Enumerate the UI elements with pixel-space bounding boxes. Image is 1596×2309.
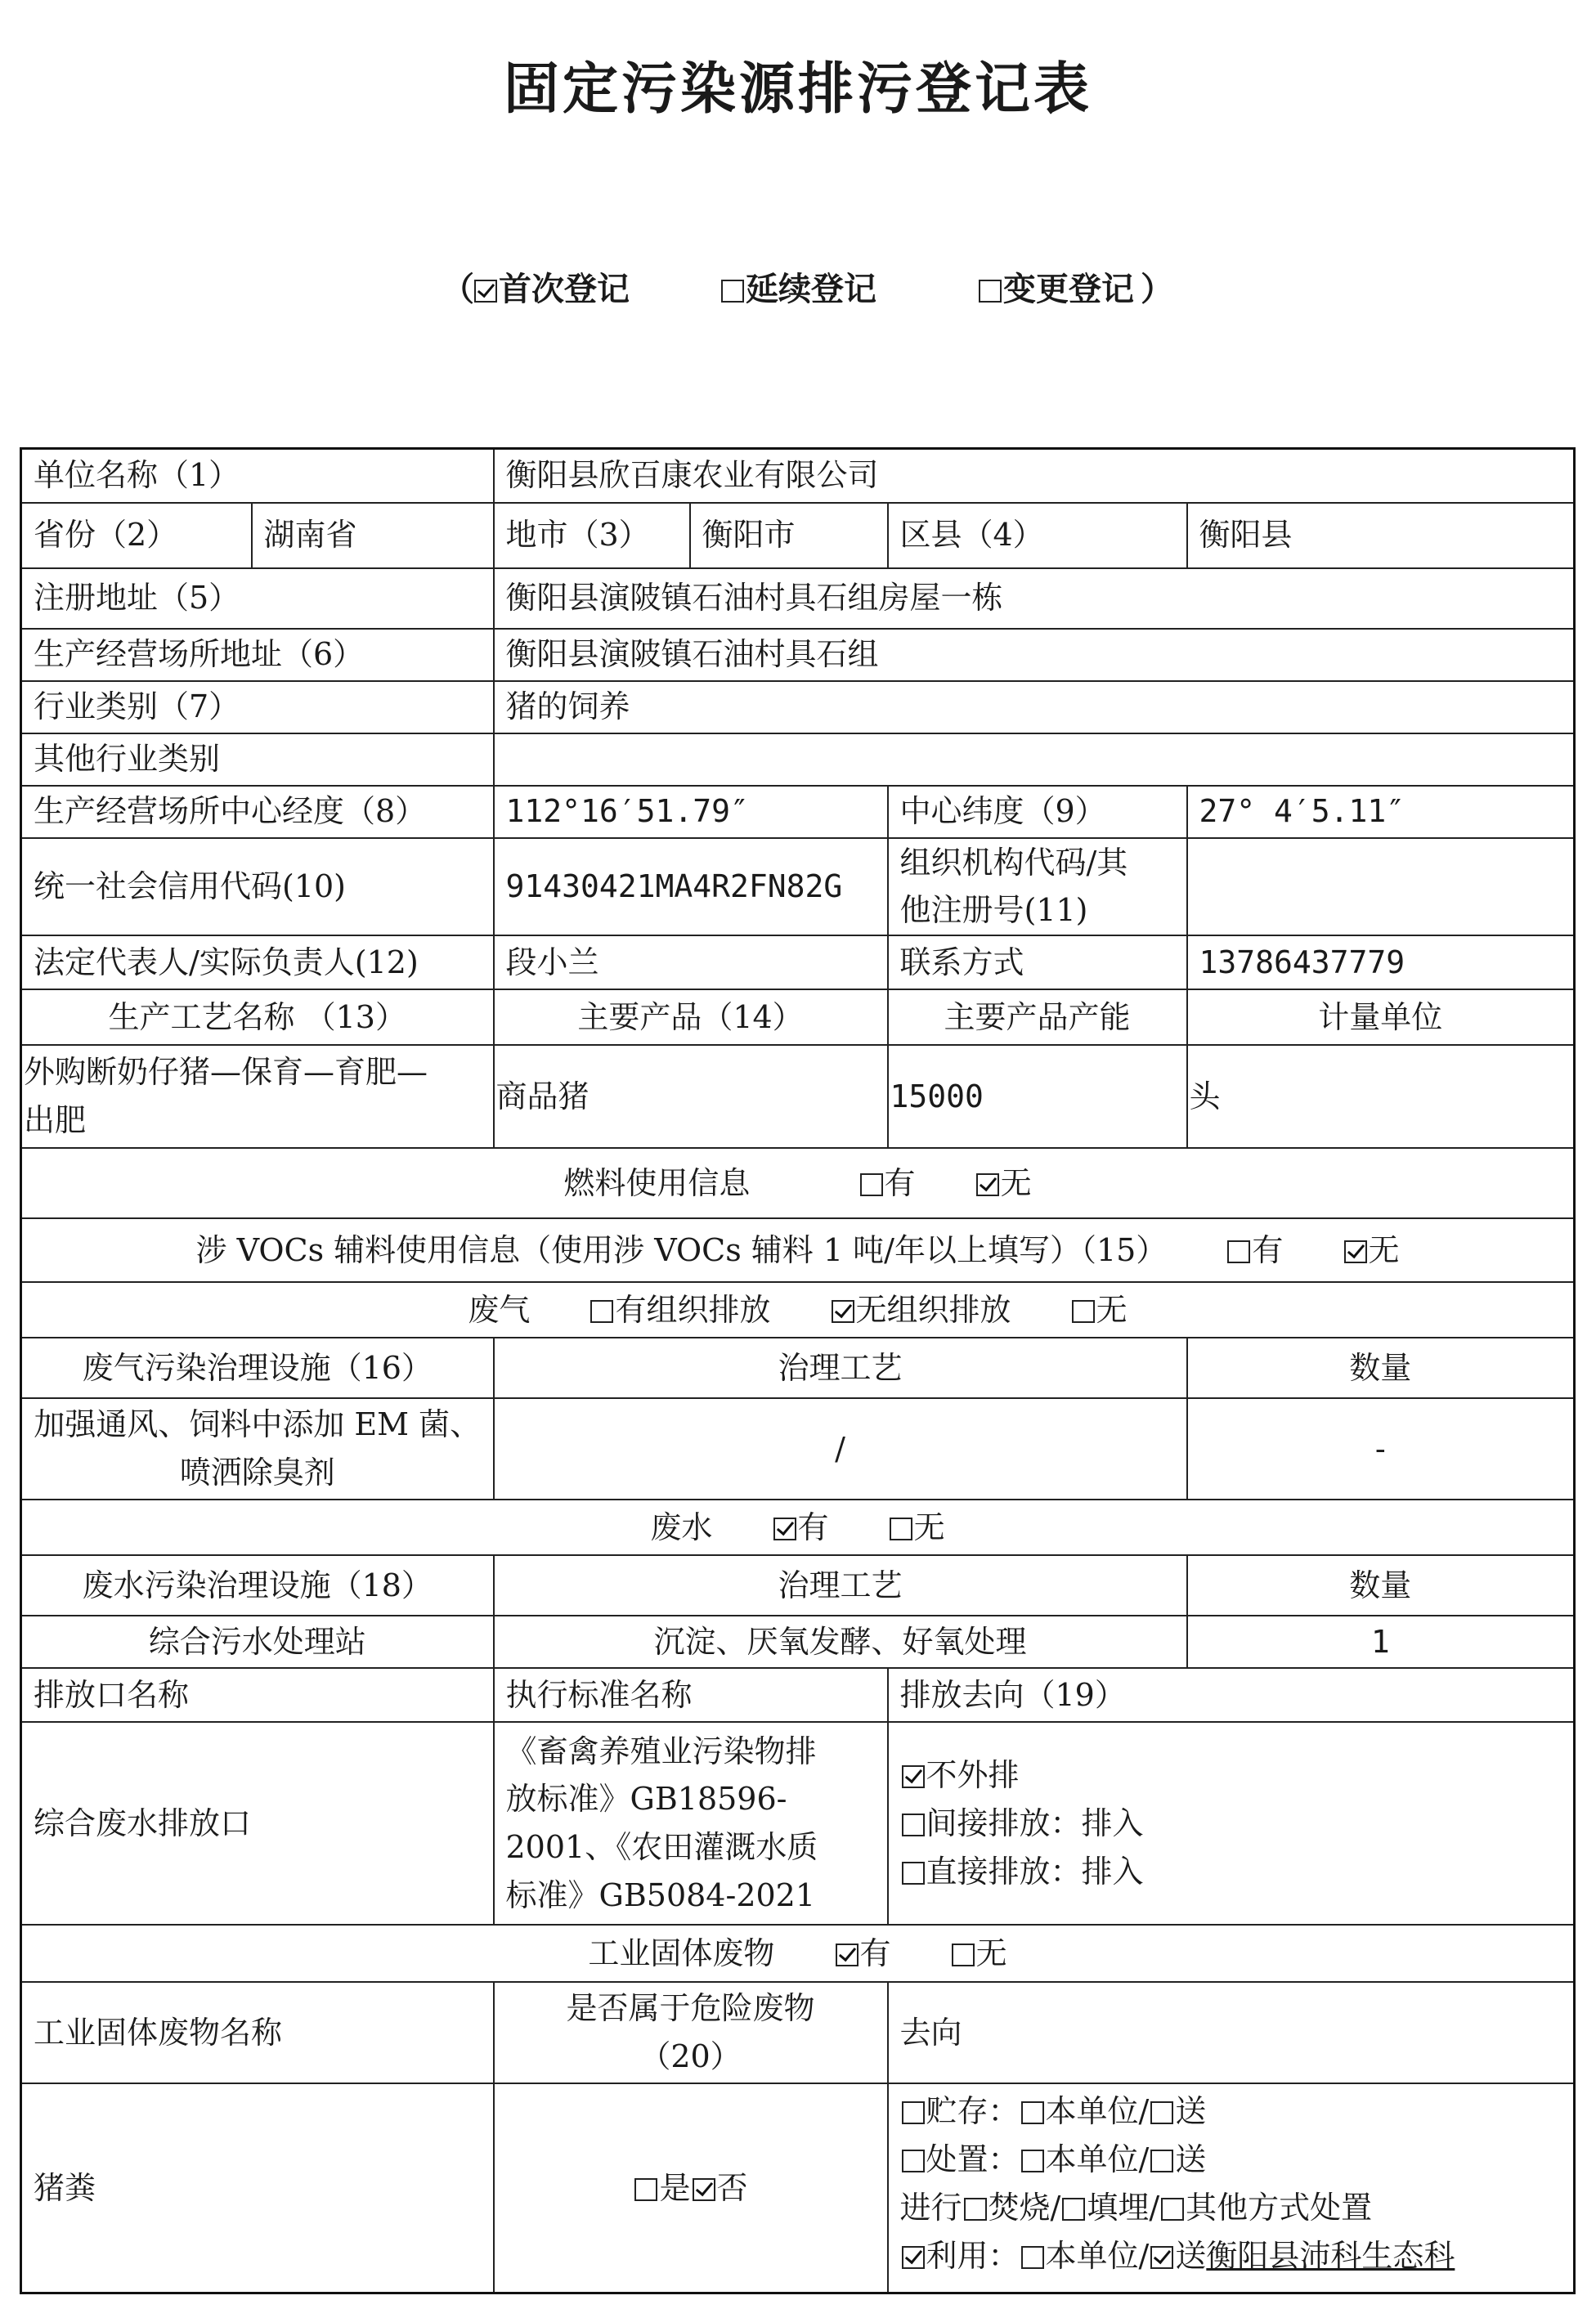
representative-value: 段小兰 (494, 935, 888, 989)
city-label: 地市（3） (494, 503, 690, 568)
use-self-label: 本单位/ (1045, 2237, 1150, 2274)
checkbox-icon[interactable] (1021, 2101, 1044, 2124)
gas-process-header: 治理工艺 (494, 1338, 1187, 1398)
checkbox-icon[interactable] (590, 1300, 613, 1323)
province-label: 省份（2） (21, 503, 252, 568)
row-water (21, 1500, 1575, 1555)
reg-first-option[interactable] (473, 263, 630, 310)
row-water-facility (21, 1616, 1575, 1668)
checkbox-icon[interactable] (474, 280, 497, 303)
standard-line: 《畜禽养殖业污染物排 (505, 1733, 817, 1769)
water-yes-label: 有 (797, 1509, 829, 1545)
checkbox-icon[interactable] (902, 1862, 925, 1885)
fuel-yes-label: 有 (884, 1164, 916, 1201)
dest-disposal-line (900, 2136, 1562, 2184)
org-code-label (888, 838, 1187, 936)
water-facility-value: 综合污水处理站 (21, 1616, 494, 1668)
other-industry-label: 其他行业类别 (21, 733, 494, 786)
gas-none-label: 无 (1096, 1291, 1128, 1328)
vocs-no-label: 无 (1368, 1231, 1400, 1268)
row-credit-code (21, 838, 1575, 936)
checkbox-icon[interactable] (1021, 2150, 1044, 2172)
gas-unorganized-label: 无组织排放 (855, 1291, 1011, 1328)
standard-line: 2001、《农田灌溉水质 (505, 1829, 818, 1866)
disposal-send-label: 送 (1175, 2141, 1207, 2178)
reg-address-label: 注册地址（5） (21, 568, 494, 629)
county-label: 区县（4） (888, 503, 1187, 568)
dest-storage-line (900, 2087, 1562, 2136)
hazard-header-line2: （20） (639, 2038, 742, 2075)
row-production-header (21, 989, 1575, 1045)
latitude-value: 27° 4′5.11″ (1187, 786, 1575, 838)
gas-qty-value: - (1187, 1398, 1575, 1500)
reg-first-label: 首次登记 (499, 270, 630, 308)
outlet-value: 综合废水排放口 (21, 1722, 494, 1925)
hazard-no-label: 否 (716, 2169, 748, 2206)
reg-renew-option[interactable] (720, 263, 876, 310)
longitude-label: 生产经营场所中心经度（8） (21, 786, 494, 838)
checkbox-icon[interactable] (1161, 2198, 1184, 2221)
fuel-info (21, 1148, 1575, 1218)
disposal-self-label: 本单位/ (1045, 2141, 1150, 2178)
city-value: 衡阳市 (690, 503, 888, 568)
gas-facility-value (21, 1398, 494, 1500)
water-qty-header: 数量 (1187, 1555, 1575, 1616)
row-fuel (21, 1148, 1575, 1218)
direction-no-discharge[interactable] (900, 1751, 1562, 1800)
product-value: 商品猪 (494, 1045, 888, 1148)
storage-send-label: 送 (1175, 2093, 1207, 2130)
checkbox-icon[interactable] (1227, 1240, 1250, 1263)
water-facility-header: 废水污染治理设施（18） (21, 1555, 494, 1616)
use-label: 利用： (926, 2237, 1020, 2274)
checkbox-icon[interactable] (693, 2178, 715, 2201)
checkbox-icon[interactable] (1150, 2246, 1173, 2269)
hazard-value (494, 2083, 888, 2293)
checkbox-icon[interactable] (634, 2178, 657, 2201)
storage-label: 贮存： (926, 2093, 1020, 2130)
unit-header: 计量单位 (1187, 989, 1575, 1045)
checkbox-icon[interactable] (1072, 1300, 1095, 1323)
carry-label: 进行 (899, 2190, 962, 2226)
registration-form-table (20, 447, 1576, 2294)
org-code-value (1187, 838, 1575, 936)
process-value (21, 1045, 494, 1148)
direction-indirect[interactable] (900, 1800, 1562, 1848)
row-industry (21, 681, 1575, 733)
solid-no-label: 无 (975, 1935, 1007, 1971)
site-address-label: 生产经营场所地址（6） (21, 629, 494, 681)
use-target-value: 衡阳县沛科生态科 (1206, 2237, 1455, 2274)
form-title: 固定污染源排污登记表 (503, 56, 1092, 122)
solid-yes-label: 有 (859, 1935, 891, 1971)
standard-header: 执行标准名称 (494, 1668, 888, 1722)
checkbox-icon[interactable] (976, 1173, 999, 1196)
site-address-value: 衡阳县演陂镇石油村具石组 (494, 629, 1575, 681)
gas-facility-header: 废气污染治理设施（16） (21, 1338, 494, 1398)
direction-direct-label: 直接排放：排入 (926, 1853, 1144, 1890)
row-outlet (21, 1722, 1575, 1925)
county-value: 衡阳县 (1187, 503, 1575, 568)
process-line1: 外购断奶仔猪—保育—育肥— (24, 1054, 428, 1091)
reg-renew-label: 延续登记 (746, 270, 876, 308)
destination-header: 去向 (888, 1982, 1575, 2083)
row-reg-address (21, 568, 1575, 629)
industry-value: 猪的饲养 (494, 681, 1575, 733)
checkbox-icon[interactable] (1021, 2246, 1044, 2269)
checkbox-icon[interactable] (1150, 2101, 1173, 2124)
landfill-label: 填埋/ (1087, 2190, 1160, 2226)
gas-facility-line2: 喷洒除臭剂 (179, 1455, 335, 1491)
product-header: 主要产品（14） (494, 989, 888, 1045)
checkbox-icon[interactable] (1344, 1240, 1367, 1263)
direction-no-label: 不外排 (926, 1756, 1020, 1793)
contact-value: 13786437779 (1187, 935, 1575, 989)
checkbox-icon[interactable] (832, 1300, 854, 1323)
process-header: 生产工艺名称 （13） (21, 989, 494, 1045)
row-unit-name (21, 449, 1575, 503)
checkbox-icon[interactable] (902, 1765, 925, 1788)
checkbox-icon[interactable] (952, 1944, 975, 1966)
water-no-label: 无 (913, 1509, 945, 1545)
reg-close-paren: ） (1141, 270, 1173, 308)
capacity-value: 15000 (888, 1045, 1187, 1148)
fuel-no-label: 无 (1000, 1164, 1032, 1201)
row-solid-header (21, 1982, 1575, 2083)
storage-self-label: 本单位/ (1045, 2093, 1150, 2130)
hazard-header (494, 1982, 888, 2083)
row-coordinates (21, 786, 1575, 838)
checkbox-icon[interactable] (979, 280, 1002, 303)
gas-label: 废气 (468, 1291, 531, 1328)
credit-code-label: 统一社会信用代码(10) (21, 838, 494, 936)
solid-name-value: 猪粪 (21, 2083, 494, 2293)
water-info (21, 1500, 1575, 1555)
checkbox-icon[interactable] (836, 1944, 859, 1966)
checkbox-icon[interactable] (902, 2150, 925, 2172)
checkbox-icon[interactable] (1150, 2150, 1173, 2172)
row-water-header (21, 1555, 1575, 1616)
checkbox-icon[interactable] (902, 2246, 925, 2269)
reg-change-label: 变更登记 (1003, 270, 1134, 308)
capacity-header: 主要产品产能 (888, 989, 1187, 1045)
credit-code-value: 91430421MA4R2FN82G (494, 838, 888, 936)
checkbox-icon[interactable] (902, 1814, 925, 1836)
dest-method-line (900, 2184, 1562, 2232)
standard-value (494, 1722, 888, 1925)
row-vocs (21, 1218, 1575, 1282)
row-other-industry (21, 733, 1575, 786)
row-gas-facility (21, 1398, 1575, 1500)
direction-value (888, 1722, 1575, 1925)
gas-organized-label: 有组织排放 (615, 1291, 771, 1328)
row-site-address (21, 629, 1575, 681)
burn-label: 焚烧/ (988, 2190, 1061, 2226)
water-process-header: 治理工艺 (494, 1555, 1187, 1616)
checkbox-icon[interactable] (773, 1518, 796, 1540)
water-label: 废水 (650, 1509, 713, 1545)
unit-value: 头 (1187, 1045, 1575, 1148)
solid-name-header: 工业固体废物名称 (21, 1982, 494, 2083)
row-gas-header (21, 1338, 1575, 1398)
solid-info (21, 1925, 1575, 1982)
industry-label: 行业类别（7） (21, 681, 494, 733)
row-outlet-header (21, 1668, 1575, 1722)
contact-label: 联系方式 (888, 935, 1187, 989)
row-region (21, 503, 1575, 568)
row-solid (21, 1925, 1575, 1982)
checkbox-icon[interactable] (902, 2101, 925, 2124)
province-value: 湖南省 (252, 503, 494, 568)
hazard-header-line1: 是否属于危险废物 (566, 1990, 815, 2027)
standard-line: 标准》GB5084-2021 (505, 1877, 816, 1914)
row-production (21, 1045, 1575, 1148)
fuel-label: 燃料使用信息 (563, 1164, 751, 1201)
reg-change-option[interactable] (977, 263, 1134, 310)
unit-name-label: 单位名称（1） (21, 449, 494, 503)
direction-header: 排放去向（19） (888, 1668, 1575, 1722)
checkbox-icon[interactable] (721, 280, 744, 303)
gas-facility-line1: 加强通风、饲料中添加 EM 菌、 (34, 1406, 482, 1443)
process-line2: 出肥 (24, 1102, 87, 1139)
solid-label: 工业固体废物 (588, 1935, 775, 1971)
destination-value (888, 2083, 1575, 2293)
checkbox-icon[interactable] (860, 1173, 883, 1196)
hazard-yes-label: 是 (659, 2169, 691, 2206)
reg-address-value: 衡阳县演陂镇石油村具石组房屋一栋 (494, 568, 1575, 629)
row-solid-item (21, 2083, 1575, 2293)
org-code-label-line2: 他注册号(11) (899, 892, 1088, 929)
gas-qty-header: 数量 (1187, 1338, 1575, 1398)
vocs-label: 涉 VOCs 辅料使用信息（使用涉 VOCs 辅料 1 吨/年以上填写）（15） (195, 1231, 1168, 1268)
standard-line: 放标准》GB18596- (505, 1781, 787, 1818)
water-qty-value: 1 (1187, 1616, 1575, 1668)
direction-indirect-label: 间接排放：排入 (926, 1805, 1144, 1841)
use-send-label: 送 (1175, 2237, 1207, 2274)
vocs-yes-label: 有 (1252, 1231, 1284, 1268)
org-code-label-line1: 组织机构代码/其 (899, 844, 1128, 881)
latitude-label: 中心纬度（9） (888, 786, 1187, 838)
gas-info (21, 1282, 1575, 1338)
dest-use-line (900, 2232, 1562, 2280)
reg-open-paren: （ (442, 270, 474, 308)
other-method-label: 其他方式处置 (1186, 2190, 1373, 2226)
water-process-value: 沉淀、厌氧发酵、好氧处理 (494, 1616, 1187, 1668)
other-industry-value (494, 733, 1575, 786)
checkbox-icon[interactable] (964, 2198, 987, 2221)
longitude-value: 112°16′51.79″ (494, 786, 888, 838)
checkbox-icon[interactable] (1062, 2198, 1085, 2221)
disposal-label: 处置： (926, 2141, 1020, 2178)
unit-name-value: 衡阳县欣百康农业有限公司 (494, 449, 1575, 503)
outlet-header: 排放口名称 (21, 1668, 494, 1722)
gas-process-value: / (494, 1398, 1187, 1500)
checkbox-icon[interactable] (890, 1518, 912, 1540)
representative-label: 法定代表人/实际负责人(12) (21, 935, 494, 989)
row-gas (21, 1282, 1575, 1338)
direction-direct[interactable] (900, 1848, 1562, 1896)
vocs-info (21, 1218, 1575, 1282)
row-representative (21, 935, 1575, 989)
